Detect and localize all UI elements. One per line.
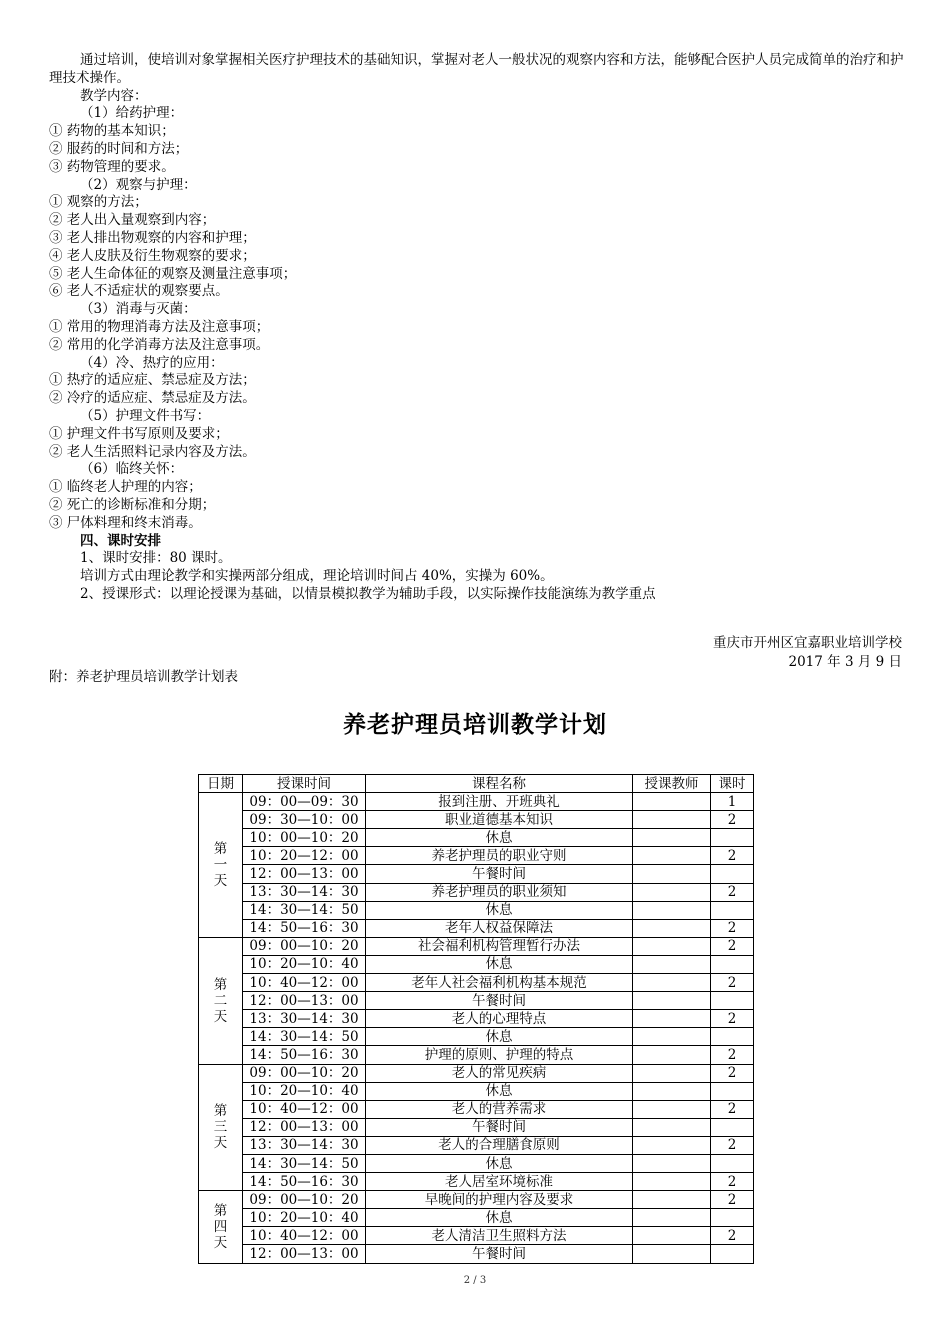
time-cell: 14：50—16：30	[243, 1173, 366, 1191]
course-cell: 社会福利机构管理暂行办法	[366, 937, 633, 955]
teacher-cell	[633, 1010, 711, 1028]
teacher-cell	[633, 847, 711, 865]
time-cell: 09：30—10：00	[243, 811, 366, 829]
hours-cell: 2	[711, 883, 754, 901]
table-row	[199, 901, 754, 919]
teacher-cell	[633, 793, 711, 811]
teacher-cell	[633, 992, 711, 1010]
hours-cell: 2	[711, 811, 754, 829]
section-item: ④ 老人皮肤及衍生物观察的要求；	[49, 247, 256, 264]
course-cell: 老人清洁卫生照料方法	[366, 1227, 633, 1245]
table-row	[199, 1064, 754, 1082]
time-cell: 14：30—14：50	[243, 1154, 366, 1172]
day-label	[199, 1191, 243, 1263]
teacher-cell	[633, 865, 711, 883]
section-title: （1）给药护理：	[80, 105, 184, 122]
table-row	[199, 1191, 754, 1209]
table-row	[199, 1082, 754, 1100]
time-cell: 14：30—14：50	[243, 901, 366, 919]
time-cell: 10：00—10：20	[243, 829, 366, 847]
table-row	[199, 865, 754, 883]
section-item: ⑤ 老人生命体征的观察及测量注意事项；	[49, 265, 297, 282]
course-cell: 养老护理员的职业须知	[366, 883, 633, 901]
section-item: ③ 药物管理的要求。	[49, 158, 175, 175]
teacher-cell	[633, 1082, 711, 1100]
body-text	[49, 52, 905, 604]
course-cell: 午餐时间	[366, 1118, 633, 1136]
section-item: ① 护理文件书写原则及要求；	[49, 425, 229, 442]
hours-cell: 2	[711, 1046, 754, 1064]
hours-cell: 2	[711, 1191, 754, 1209]
hours-cell	[711, 992, 754, 1010]
time-cell: 10：20—10：40	[243, 955, 366, 973]
hours-cell: 2	[711, 937, 754, 955]
table-row	[199, 1046, 754, 1064]
hours-cell	[711, 1082, 754, 1100]
content-label: 教学内容：	[80, 87, 148, 104]
time-cell: 10：40—12：00	[243, 974, 366, 992]
table-row	[199, 1209, 754, 1227]
time-cell: 10：20—10：40	[243, 1082, 366, 1100]
table-row	[199, 1154, 754, 1172]
teacher-cell	[633, 1028, 711, 1046]
teacher-cell	[633, 829, 711, 847]
hours-line: 2、授课形式：以理论授课为基础，以情景模拟教学为辅助手段，以实际操作技能演练为教学重点	[80, 585, 656, 602]
header-course: 课程名称	[366, 775, 633, 793]
hours-cell	[711, 865, 754, 883]
time-cell: 10：20—10：40	[243, 1209, 366, 1227]
table-row	[199, 1227, 754, 1245]
section-title: （3）消毒与灭菌：	[80, 301, 197, 318]
intro-paragraph: 通过培训，使培训对象掌握相关医疗护理技术的基础知识，掌握对老人一般状况的观察内容和方法，能够配合医护人员完成简单的治疗和护理技术操作。	[49, 52, 904, 86]
course-cell: 老年人权益保障法	[366, 919, 633, 937]
table-row	[199, 955, 754, 973]
section-item: ⑥ 老人不适症状的观察要点。	[49, 283, 229, 300]
teacher-cell	[633, 1191, 711, 1209]
time-cell: 13：30—14：30	[243, 1136, 366, 1154]
hours-cell: 2	[711, 1136, 754, 1154]
course-cell: 养老护理员的职业守则	[366, 847, 633, 865]
teacher-cell	[633, 955, 711, 973]
signature-org: 重庆市开州区宜嘉职业培训学校	[713, 635, 902, 651]
teacher-cell	[633, 883, 711, 901]
time-cell: 12：00—13：00	[243, 1118, 366, 1136]
hours-cell: 2	[711, 1064, 754, 1082]
header-hours: 课时	[711, 775, 754, 793]
time-cell: 14：50—16：30	[243, 919, 366, 937]
teacher-cell	[633, 1227, 711, 1245]
time-cell: 14：50—16：30	[243, 1046, 366, 1064]
table-row	[199, 793, 754, 811]
course-cell: 午餐时间	[366, 992, 633, 1010]
section-title: （5）护理文件书写：	[80, 407, 211, 424]
table-row	[199, 1136, 754, 1154]
time-cell: 13：30—14：30	[243, 883, 366, 901]
teacher-cell	[633, 1154, 711, 1172]
hours-cell: 2	[711, 1100, 754, 1118]
course-cell: 老人的心理特点	[366, 1010, 633, 1028]
teacher-cell	[633, 1064, 711, 1082]
section-item: ② 冷疗的适应症、禁忌症及方法。	[49, 390, 256, 407]
section-item: ② 老人生活照料记录内容及方法。	[49, 443, 256, 460]
course-cell: 休息	[366, 901, 633, 919]
section-item: ② 常用的化学消毒方法及注意事项。	[49, 336, 270, 353]
time-cell: 12：00—13：00	[243, 865, 366, 883]
time-cell: 09：00—10：20	[243, 1191, 366, 1209]
section-item: ③ 尸体料理和终末消毒。	[49, 514, 202, 531]
teacher-cell	[633, 919, 711, 937]
page-number: 2 / 3	[463, 1275, 487, 1286]
plan-title: 养老护理员培训教学计划	[343, 711, 607, 738]
hours-cell: 1	[711, 793, 754, 811]
teacher-cell	[633, 1245, 711, 1263]
header-time: 授课时间	[243, 775, 366, 793]
teacher-cell	[633, 1046, 711, 1064]
course-cell: 职业道德基本知识	[366, 811, 633, 829]
hours-cell	[711, 829, 754, 847]
section-item: ① 常用的物理消毒方法及注意事项；	[49, 318, 270, 335]
table-header-row	[199, 775, 754, 793]
table-row	[199, 1118, 754, 1136]
hours-cell	[711, 1245, 754, 1263]
table-row	[199, 1173, 754, 1191]
header-date: 日期	[199, 775, 243, 793]
time-cell: 09：00—10：20	[243, 1064, 366, 1082]
signature-date: 2017 年 3 月 9 日	[788, 654, 902, 670]
course-cell: 老年人社会福利机构基本规范	[366, 974, 633, 992]
section-item: ① 热疗的适应症、禁忌症及方法；	[49, 372, 256, 389]
course-cell: 休息	[366, 1154, 633, 1172]
day-label	[199, 1064, 243, 1191]
course-cell: 午餐时间	[366, 865, 633, 883]
section-item: ③ 老人排出物观察的内容和护理；	[49, 229, 256, 246]
hours-cell: 2	[711, 1010, 754, 1028]
day-label-text: 第三天	[213, 1103, 228, 1152]
teacher-cell	[633, 1100, 711, 1118]
course-cell: 护理的原则、护理的特点	[366, 1046, 633, 1064]
table-row	[199, 1010, 754, 1028]
hours-cell: 2	[711, 974, 754, 992]
section-item: ② 服药的时间和方法；	[49, 140, 189, 157]
teacher-cell	[633, 1173, 711, 1191]
teacher-cell	[633, 1118, 711, 1136]
course-cell: 休息	[366, 1028, 633, 1046]
section-title: （4）冷、热疗的应用：	[80, 354, 224, 371]
section-item: ① 观察的方法；	[49, 194, 148, 211]
course-cell: 休息	[366, 829, 633, 847]
time-cell: 09：00—09：30	[243, 793, 366, 811]
time-cell: 14：30—14：50	[243, 1028, 366, 1046]
section-title: （2）观察与护理：	[80, 176, 197, 193]
hours-cell	[711, 955, 754, 973]
section-title: （6）临终关怀：	[80, 461, 184, 478]
hours-line: 培训方式由理论教学和实操两部分组成，理论培训时间占 40%，实操为 60%。	[80, 568, 554, 585]
table-row	[199, 1245, 754, 1263]
table-row	[199, 1028, 754, 1046]
course-cell: 老人的常见疾病	[366, 1064, 633, 1082]
appendix-note: 附：养老护理员培训教学计划表	[49, 669, 238, 685]
course-cell: 早晚间的护理内容及要求	[366, 1191, 633, 1209]
hours-line: 1、课时安排：80 课时。	[80, 550, 232, 567]
section-item: ① 药物的基本知识；	[49, 123, 175, 140]
teacher-cell	[633, 811, 711, 829]
table-row	[199, 811, 754, 829]
teacher-cell	[633, 937, 711, 955]
hours-cell: 2	[711, 919, 754, 937]
course-cell: 老人的营养需求	[366, 1100, 633, 1118]
hours-heading: 四、课时安排	[80, 532, 161, 549]
table-row	[199, 937, 754, 955]
time-cell: 12：00—13：00	[243, 1245, 366, 1263]
course-cell: 午餐时间	[366, 1245, 633, 1263]
course-cell: 报到注册、开班典礼	[366, 793, 633, 811]
training-plan-table	[198, 774, 754, 1264]
time-cell: 09：00—10：20	[243, 937, 366, 955]
teacher-cell	[633, 901, 711, 919]
hours-cell	[711, 1028, 754, 1046]
section-item: ① 临终老人护理的内容；	[49, 479, 202, 496]
hours-cell	[711, 1154, 754, 1172]
table-row	[199, 883, 754, 901]
hours-cell: 2	[711, 1227, 754, 1245]
time-cell: 10：40—12：00	[243, 1100, 366, 1118]
time-cell: 10：20—12：00	[243, 847, 366, 865]
course-cell: 休息	[366, 1082, 633, 1100]
table-row	[199, 829, 754, 847]
day-label-text: 第一天	[213, 840, 228, 889]
course-cell: 休息	[366, 1209, 633, 1227]
table-row	[199, 847, 754, 865]
table-row	[199, 974, 754, 992]
day-label-text: 第四天	[213, 1202, 228, 1251]
table-row	[199, 919, 754, 937]
section-item: ② 老人出入量观察到内容；	[49, 212, 216, 229]
hours-cell: 2	[711, 847, 754, 865]
day-label-text: 第二天	[213, 976, 228, 1025]
teacher-cell	[633, 1136, 711, 1154]
course-cell: 休息	[366, 955, 633, 973]
table-row	[199, 992, 754, 1010]
section-item: ② 死亡的诊断标准和分期；	[49, 496, 216, 513]
time-cell: 10：40—12：00	[243, 1227, 366, 1245]
signature-block	[713, 634, 902, 672]
time-cell: 13：30—14：30	[243, 1010, 366, 1028]
day-label	[199, 937, 243, 1064]
day-label	[199, 793, 243, 938]
header-teacher: 授课教师	[633, 775, 711, 793]
teacher-cell	[633, 974, 711, 992]
table-body	[199, 793, 754, 1263]
hours-cell	[711, 901, 754, 919]
hours-cell	[711, 1118, 754, 1136]
table-row	[199, 1100, 754, 1118]
teacher-cell	[633, 1209, 711, 1227]
course-cell: 老人的合理膳食原则	[366, 1136, 633, 1154]
hours-cell	[711, 1209, 754, 1227]
content-sections	[49, 105, 905, 532]
course-cell: 老人居室环境标准	[366, 1173, 633, 1191]
time-cell: 12：00—13：00	[243, 992, 366, 1010]
hours-cell: 2	[711, 1173, 754, 1191]
